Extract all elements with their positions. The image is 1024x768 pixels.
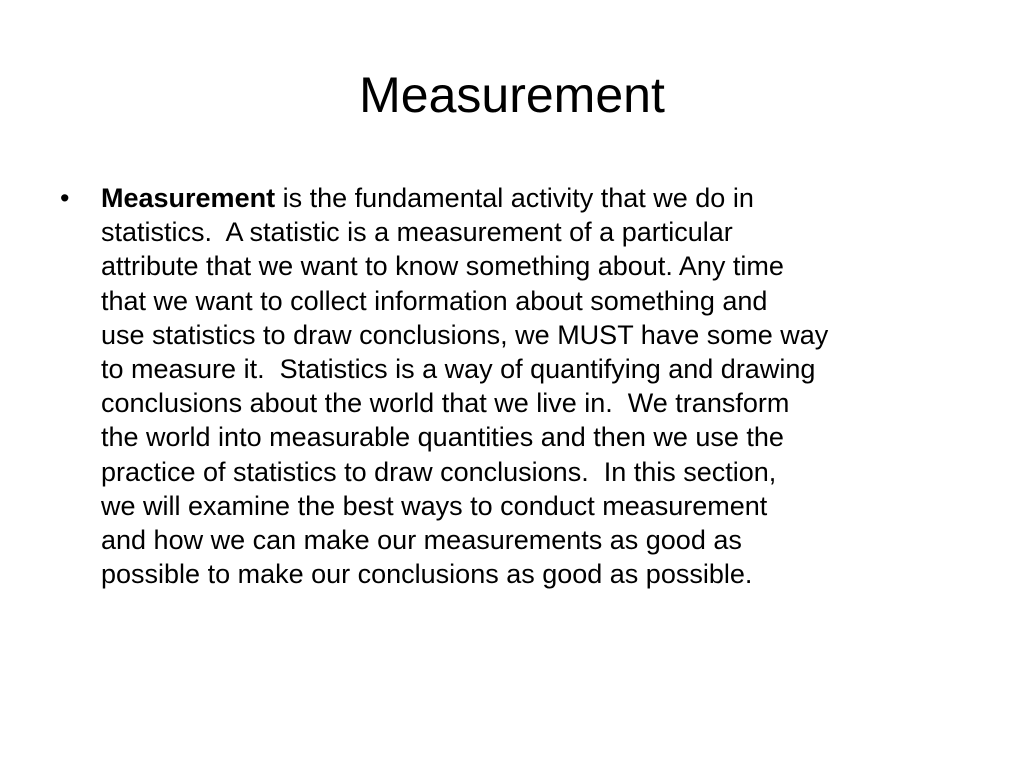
- bullet-line: conclusions about the world that we live in. We transform: [101, 388, 790, 419]
- bullet-line: attribute that we want to know something about. Any time: [101, 251, 784, 282]
- slide-title: Measurement: [359, 67, 665, 123]
- bullet-line: that we want to collect information about something and: [101, 285, 768, 316]
- bullet-line: use statistics to draw conclusions, we MUST have some way: [101, 319, 829, 350]
- bullet-item: [60, 181, 980, 591]
- bullet-line: the world into measurable quantities and then we use the: [101, 422, 784, 453]
- bullet-line-1: [101, 181, 980, 215]
- bullet-line: statistics. A statistic is a measurement of a particular: [101, 217, 733, 248]
- bullet-list: [60, 181, 980, 591]
- bullet-line: we will examine the best ways to conduct measurement: [101, 490, 768, 521]
- bullet-icon: •: [60, 183, 70, 213]
- bullet-line: practice of statistics to draw conclusions. In this section,: [101, 456, 777, 487]
- bold-term: Measurement: [101, 183, 276, 213]
- bullet-line: and how we can make our measurements as good as: [101, 525, 742, 556]
- bullet-line: to measure it. Statistics is a way of quantifying and drawing: [101, 354, 816, 385]
- bullet-line: possible to make our conclusions as good as possible.: [101, 559, 753, 590]
- bullet-line-1-text: is the fundamental activity that we do in: [275, 183, 754, 213]
